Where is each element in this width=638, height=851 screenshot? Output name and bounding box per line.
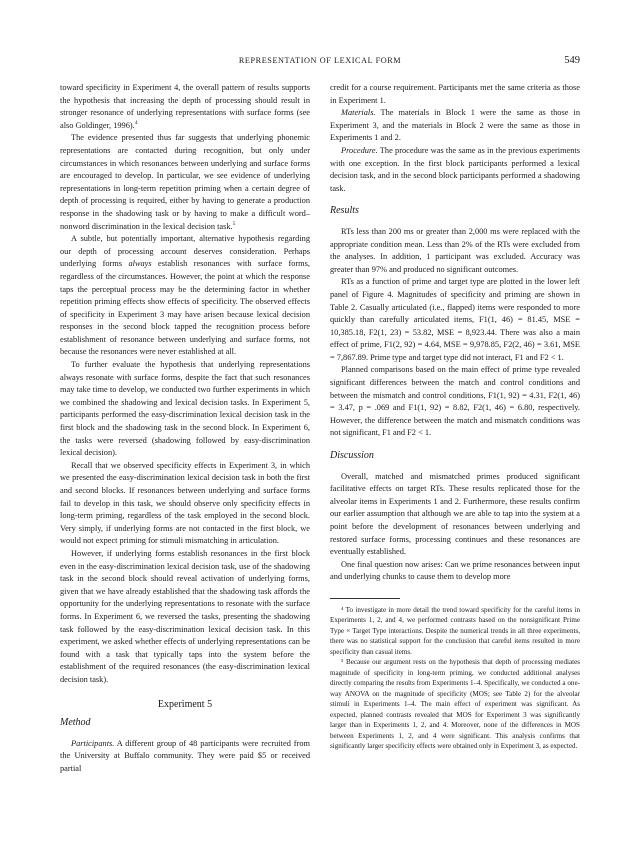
paragraph: However, if underlying forms establish resonances in the first block even in the easy-discrimination lexical decision task, use of the shadowing task in the second block should reveal activation of underlying forms, given that we have already established that the shadowing task affords the opportunity for the underlying representations to resonate with the surface forms. In Experiment 6, we reversed the tasks, presenting the shadowing task followed by the easy-discrimination lexical decision task. In this experiment, we asked whether effects of underlying representations can be found with a task that typically taps into the system before the establishment of the required resonances (the easy-discrimination lexical decision task). [60,548,310,684]
left-column [60,82,310,775]
page-number: 549 [564,55,580,66]
paragraph: credit for a course requirement. Participants met the same criteria as those in Experiment 1. [330,83,580,105]
paragraph: RTs less than 200 ms or greater than 2,000 ms were replaced with the appropriate condition mean. Less than 2% of the RTs were excluded from the analyses. In addition, 1 participant was excluded. Accuracy was greater than 97% and produced no significant outcomes. [330,226,580,274]
section-heading-experiment: Experiment 5 [157,698,213,710]
subsection-heading-method: Method [60,717,91,729]
paragraph: RTs as a function of prime and target type are plotted in the lower left panel of Figure 4. Magnitudes of specificity and priming are shown in Table 2. Casually articulated (i.e., flapped) items were responded to more quickly than carefully articulated items, F1(1, 46) = 81.45, MSE = 10,385.18, F2(1, 23) = 53.82, MSE = 8,923.44. There was also a main effect of prime, F1(2, 92) = 4.64, MSE = 9,978.85, F2(2, 46) = 3.61, MSE = 7,867.89. Prime type and target type did not interact, F1 and F2 < 1. [330,277,580,362]
subsection-heading-discussion: Discussion [330,450,374,462]
footnote-5: ⁵ Because our argument rests on the hypothesis that depth of processing mediates magnitude of specificity in long-term priming, we conducted additional analyses directly comparing the results from Experiments 1–4. Specifically, we conducted a one-way ANOVA on the magnitude of specificity (MOS; see Table 2) for the alveolar stimuli in Experiments 1–4. The main effect of experiment was significant. As expected, planned contrasts revealed that MOS for Experiment 3 was significantly larger than in Experiments 1, 2, and 4. Moreover, none of the differences in MOS between Experiments 1, 2, and 4 were significant. This analysis confirms that significantly larger specificity effects were obtained only in Experiment 3, as expected. [330,658,580,751]
right-column [330,82,580,752]
paragraph: A subtle, but potentially important, alternative hypothesis regarding our depth of processing account deserves consideration. Perhaps underlying forms always establish resonances with surface forms, regardless of the circumstances. However, the point at which the response taps the perceptual process may be the determining factor in whether repetition priming effects show effects of specificity. The observed effects of specificity in Experiment 3 may have arisen because lexical decision responses in the second block tapped the recognition process before establishment of resonance between underlying and surface forms, not because the resonances were never established at all. [60,234,310,357]
paragraph: To further evaluate the hypothesis that underlying representations always resonate with surface forms, despite the fact that such resonances may take time to develop, we conducted two further experiments in which we combined the shadowing and lexical decision tasks. In Experiment 5, participants performed the easy-discrimination lexical decision task in the first block and the shadowing task in the second block. In Experiment 6, the tasks were reversed (shadowing followed by easy-discrimination lexical decision). [60,360,310,458]
paragraph: One final question now arises: Can we prime resonances between input and underlying chunks to cause them to develop more [330,559,580,582]
paragraph-procedure: Procedure. The procedure was the same as in the previous experiments with one exception. In the first block participants performed a lexical decision task, and in the second block participants performed a shadowing task. [330,145,580,193]
footnote-divider [330,598,400,599]
paragraph: Recall that we observed specificity effects in Experiment 3, in which we presented the easy-discrimination lexical decision task in both the first and second blocks. If resonances between underlying and surface forms fail to develop in this task, we should observe only specificity effects in long-term priming, regardless of the task employed in the second block. Very simply, if underlying forms are not contacted in the first block, we would not expect priming for stimuli mismatching in articulation. [60,460,310,546]
running-header [60,56,580,70]
paragraph: The evidence presented thus far suggests that underlying phonemic representations are contacted during recognition, but only under circumstances in which resonances between underlying and surface forms are encouraged to develop. In particular, we see evidence of underlying representations in long-term repetition priming when a certain degree of depth of processing is required, either by having to generate a production response in the shadowing task or by having to make a difficult word–nonword discrimination in the lexical decision task.$^5$ [60,133,310,231]
running-title: REPRESENTATION OF LEXICAL FORM [238,56,402,65]
footnote-4: ⁴ To investigate in more detail the trend toward specificity for the careful items in Experiments 1, 2, and 4, we performed contrasts based on the nonsignificant Prime Type × Target Type interactions. Despite the numerical trends in all three experiments, there was no statistical support for the conclusion that careful items resulted in more specificity than casual items. [330,605,580,656]
paragraph: toward specificity in Experiment 4, the overall pattern of results supports the hypothesis that increasing the depth of processing should result in stronger resonance of underlying representations with surface forms (see also Goldinger, 1996).$^4$ [60,83,310,130]
paragraph: Overall, matched and mismatched primes produced significant facilitative effects on target RTs. These results replicated those for the alveolar items in Experiments 1 and 2. Furthermore, these results confirm our earlier assumption that although we are able to tap into the system at a point before the development of resonances between underlying and restored surface forms, processing continues and these resonances are eventually established. [330,471,580,557]
paragraph-materials: Materials. The materials in Block 1 were the same as those in Experiment 3, and the materials in Block 2 were the same as those in Experiments 1 and 2. [330,108,580,143]
paragraph-participants: Participants. A different group of 48 participants were recruited from the University at Buffalo community. They were paid $5 or received partial [60,738,310,773]
subsection-heading-results: Results [330,205,359,217]
paragraph: Planned comparisons based on the main effect of prime type revealed significant differences between the match and control conditions and between the mismatch and control conditions, F1(1, 92) = 4.31, F2(1, 46) = 3.47, p = .069 and F1(1, 92) = 8.82, F2(1, 46) = 6.80, respectively. However, the difference between the match and mismatch conditions was not significant, F1 and F2 < 1. [330,365,580,438]
